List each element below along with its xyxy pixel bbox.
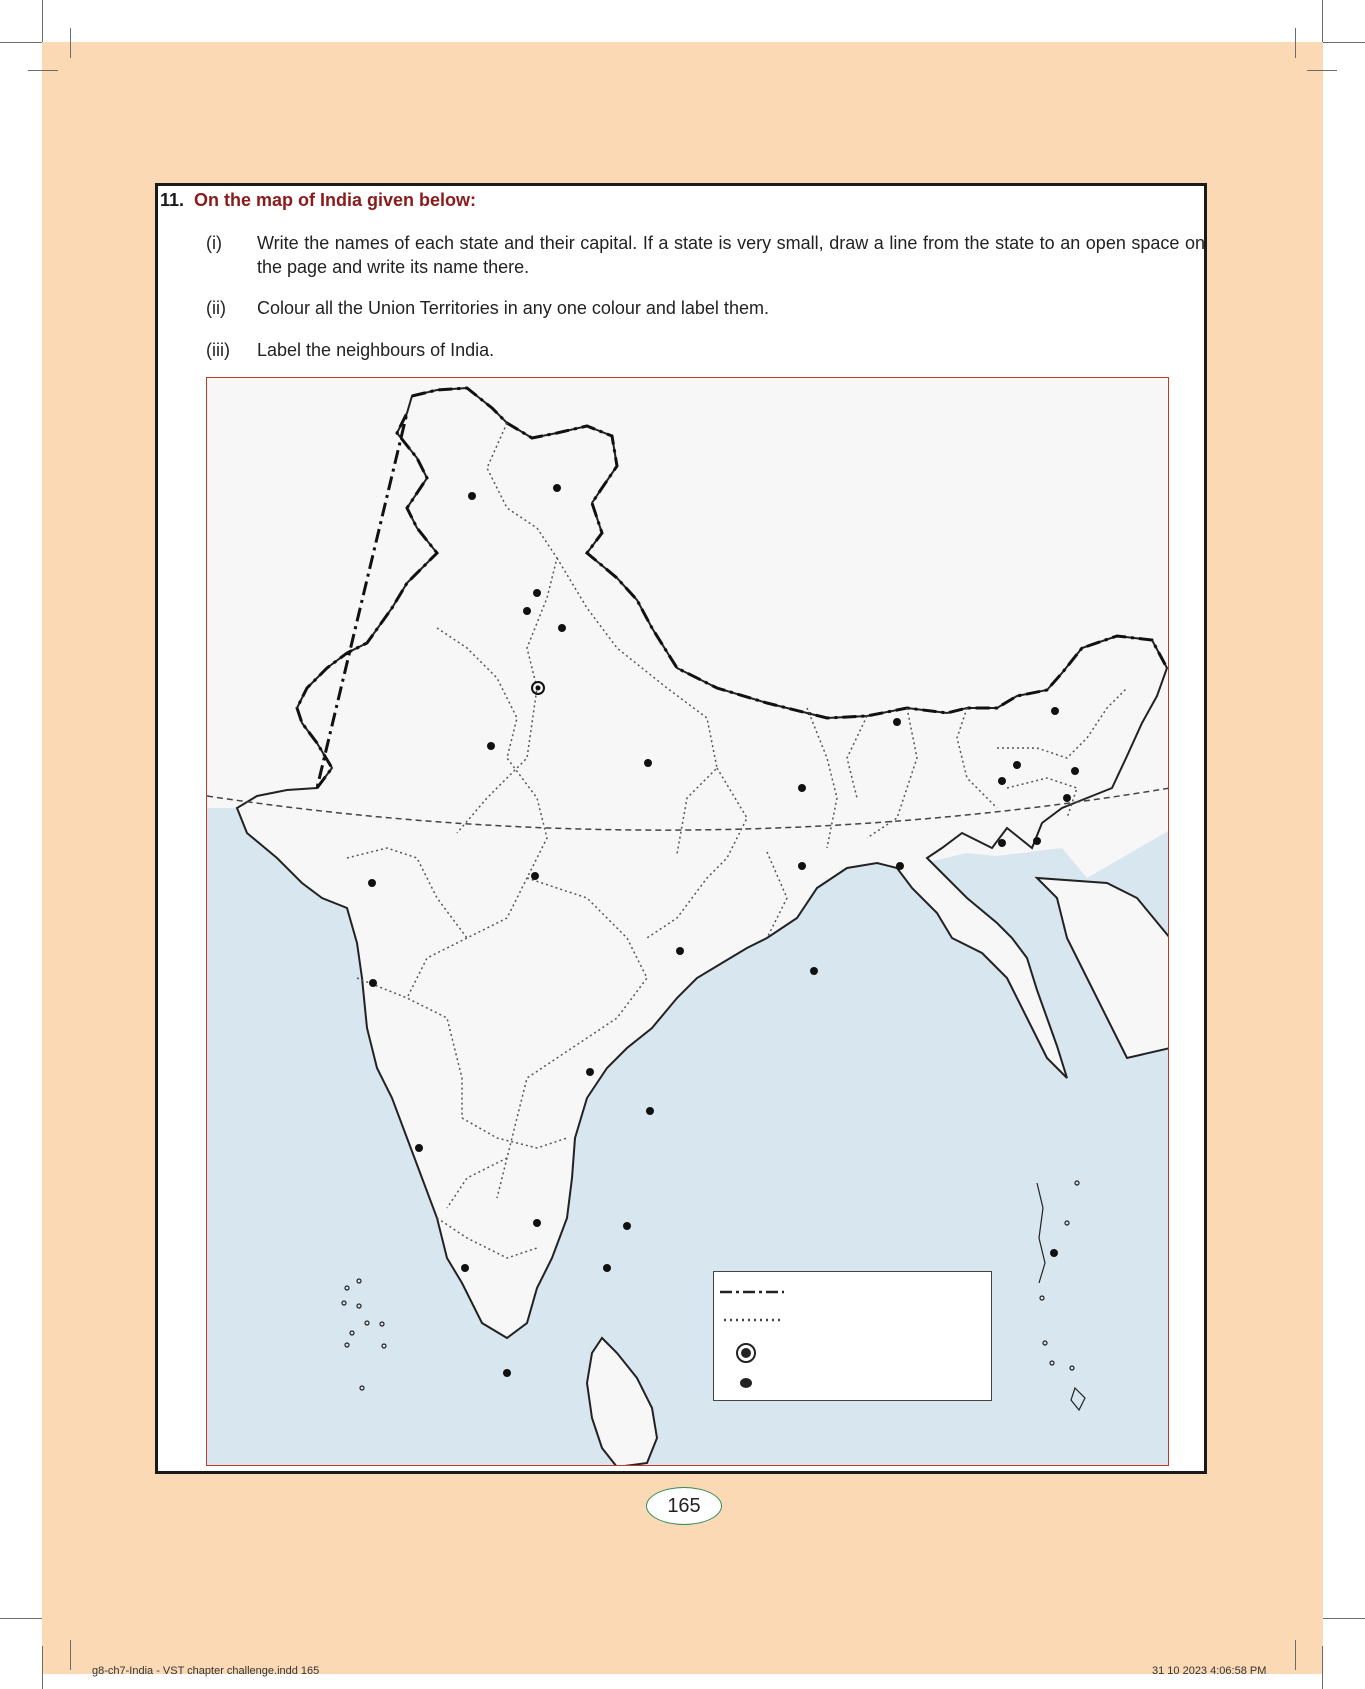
question-heading (160, 190, 476, 211)
instruction-text: Label the neighbours of India. (257, 340, 495, 360)
crop-mark-top-right-inner (1295, 28, 1296, 58)
question-heading-text: On the map of India given below: (194, 190, 477, 210)
crop-mark-bottom-right (1322, 1646, 1323, 1689)
india-map-svg (207, 378, 1169, 1466)
myanmar-coast (1037, 878, 1169, 1058)
legend-state-capital-icon (740, 1378, 752, 1388)
crop-mark-top-left (42, 0, 43, 42)
crop-mark-bottom-left-inner (70, 1640, 71, 1670)
instruction-text: Colour all the Union Territories in any one colour and label them. (257, 298, 769, 318)
crop-mark-right-top-inner (1307, 70, 1337, 71)
crop-mark-bottom-left (42, 1646, 43, 1689)
question-number: 11. (160, 190, 185, 210)
crop-mark-right-bottom (1323, 1618, 1365, 1619)
instruction-item-2 (206, 296, 1196, 322)
crop-mark-top-right (1322, 0, 1323, 42)
crop-mark-top-left-inner (70, 28, 71, 58)
footer-timestamp: 31 10 2023 4:06:58 PM (1152, 1665, 1267, 1677)
crop-mark-left-top-inner (28, 70, 58, 71)
instruction-text: Write the names of each state and their capital. If a state is very small, draw a line from the state to an open space on the page and write its name there. (257, 233, 1205, 277)
footer-file-slug: g8-ch7-India - VST chapter challenge.indd 165 (92, 1665, 320, 1677)
india-outline-map (206, 377, 1169, 1466)
instruction-numeral: (ii) (206, 298, 226, 318)
map-legend (713, 1271, 992, 1401)
crop-mark-left-top (0, 42, 42, 43)
legend-symbols (714, 1272, 991, 1400)
page-number: 165 (646, 1487, 722, 1525)
instruction-numeral: (iii) (206, 340, 230, 360)
instruction-numeral: (i) (206, 233, 222, 253)
instruction-item-1 (206, 231, 1205, 281)
instruction-item-3 (206, 338, 1196, 364)
sri-lanka-island (587, 1338, 657, 1466)
crop-mark-bottom-right-inner (1295, 1640, 1296, 1670)
crop-mark-right-top (1323, 42, 1365, 43)
crop-mark-left-bottom (0, 1618, 42, 1619)
